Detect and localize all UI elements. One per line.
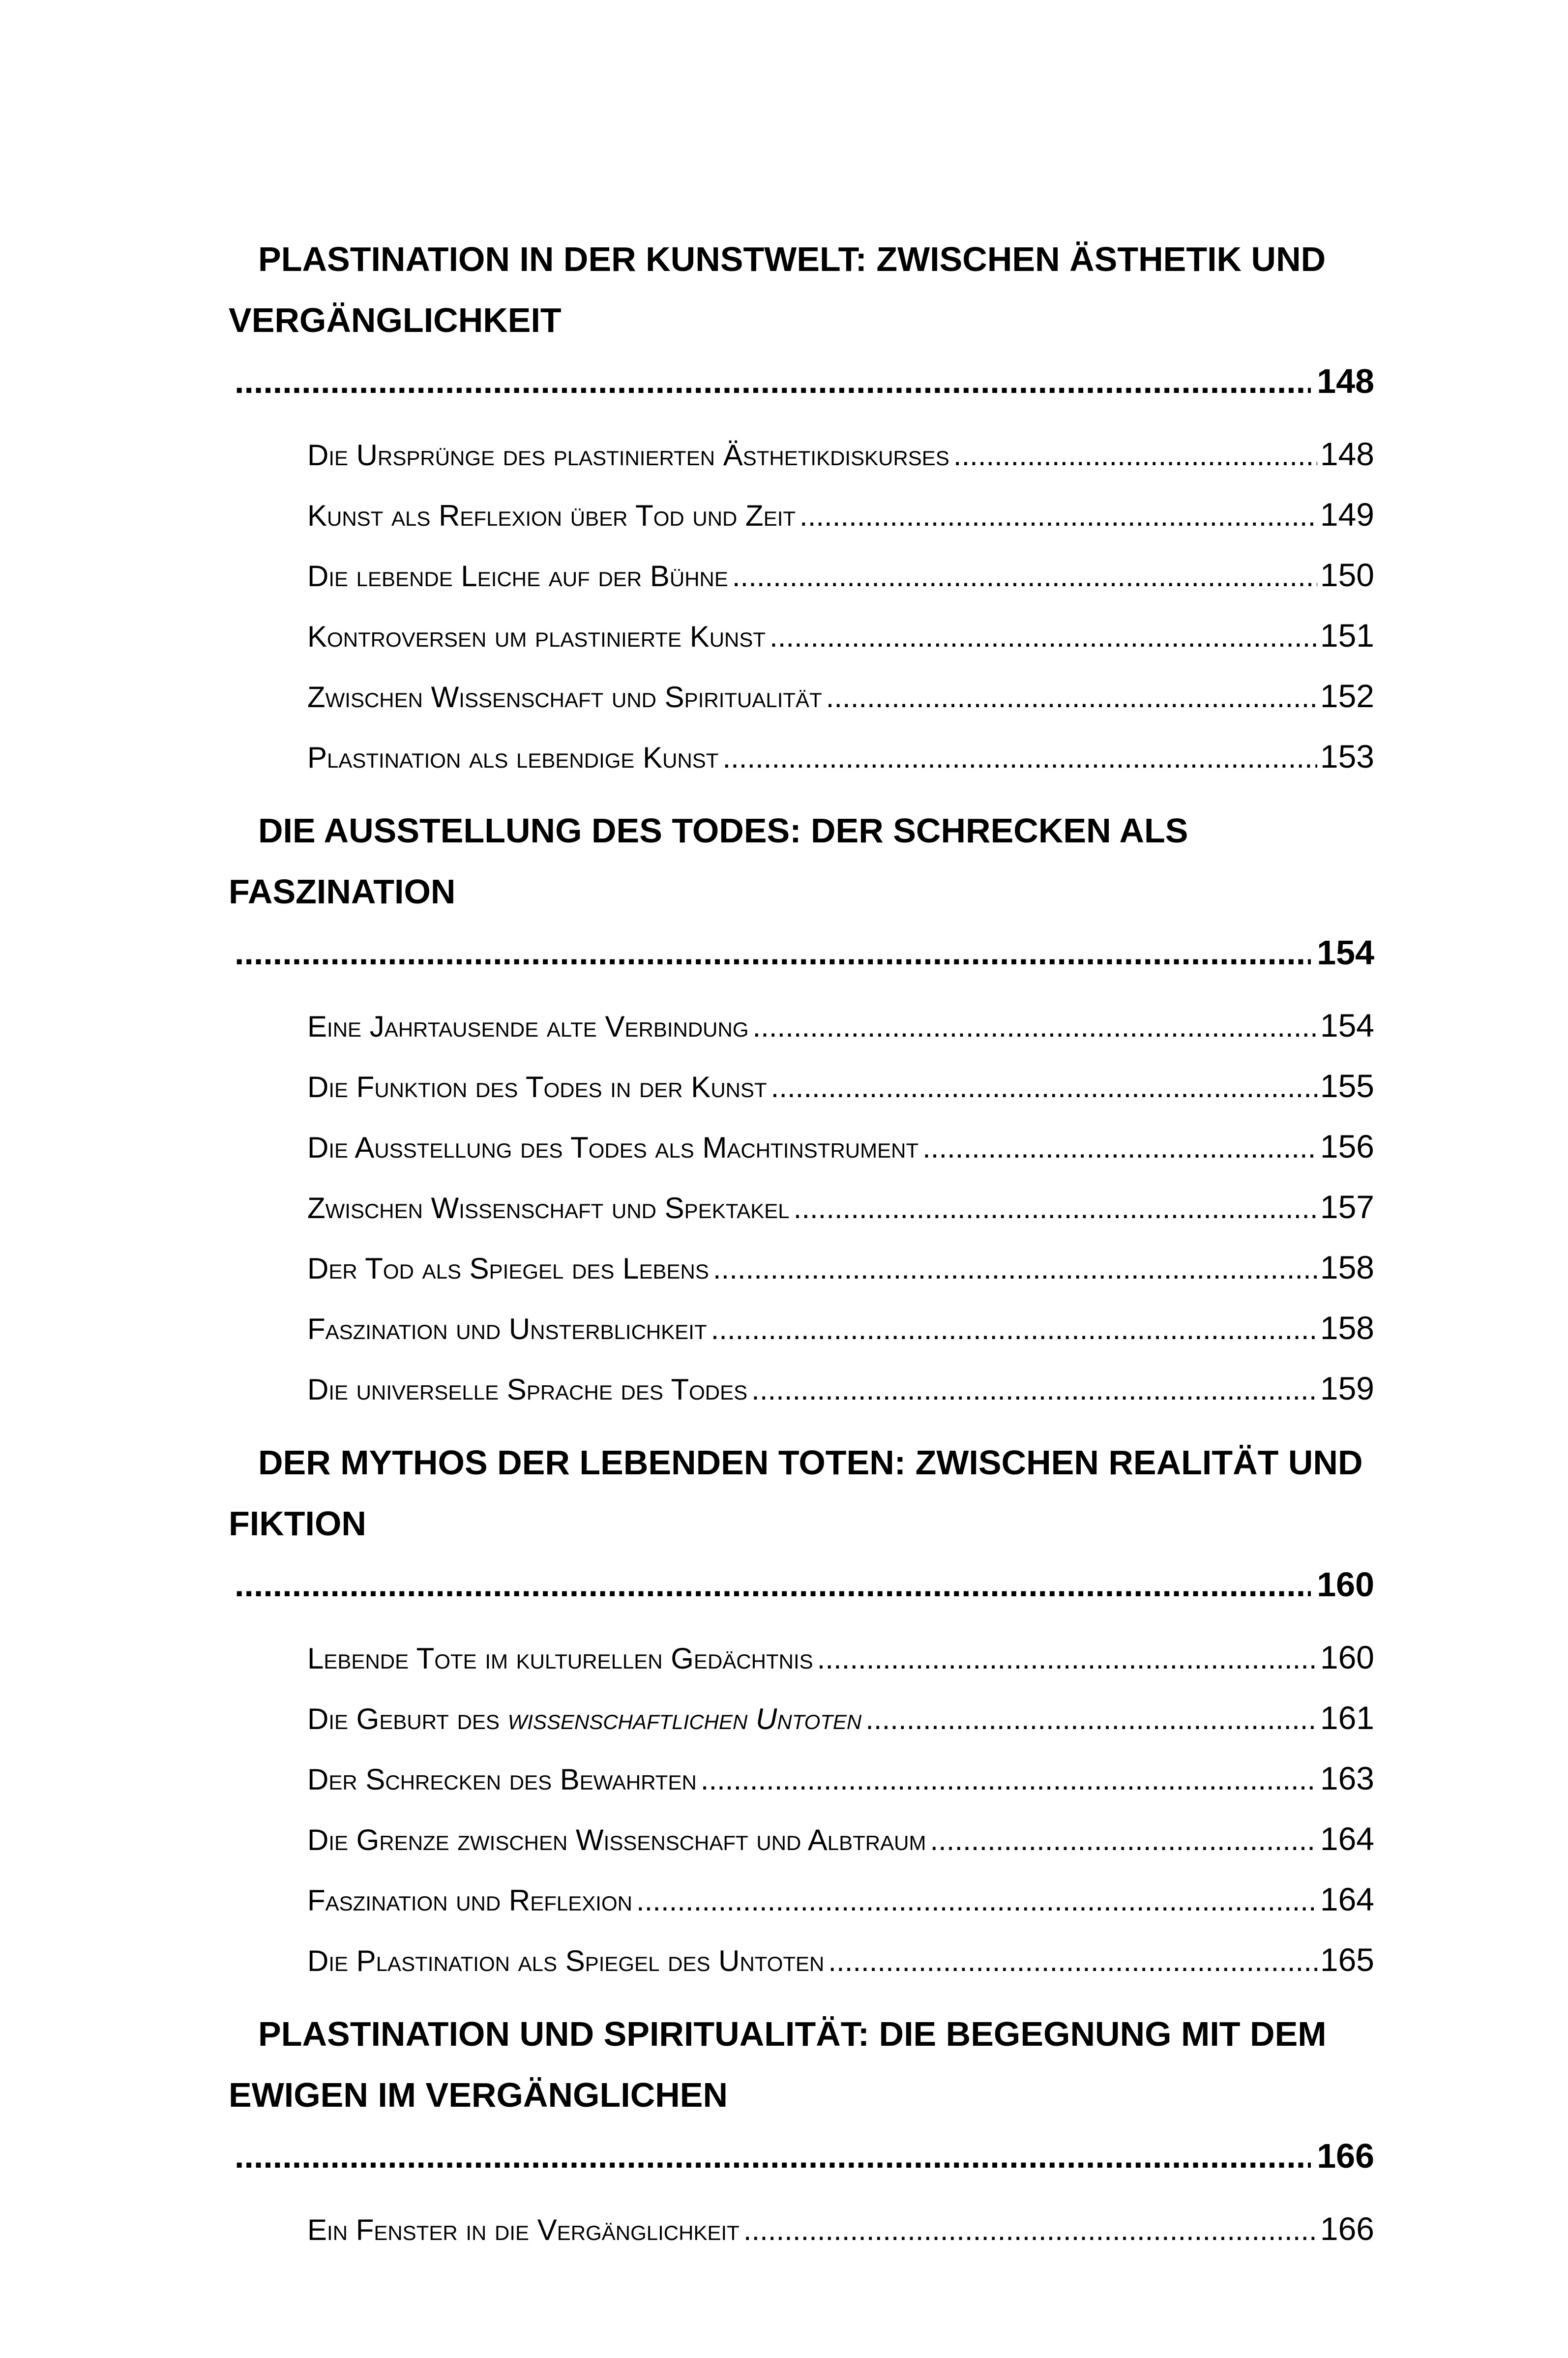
dot-leader bbox=[235, 351, 1311, 412]
entry-label: Die lebende Leiche auf der Bühne bbox=[307, 560, 728, 593]
entry-label: Der Schrecken des Bewahrten bbox=[307, 1763, 697, 1796]
dot-leader bbox=[865, 1690, 1317, 1749]
entry-label: Die Funktion des Todes in der Kunst bbox=[307, 1071, 767, 1104]
entry-label: Plastination als lebendige Kunst bbox=[307, 741, 719, 774]
entry-label: Kontroversen um plastinierte Kunst bbox=[307, 620, 766, 653]
dot-leader bbox=[753, 997, 1317, 1056]
entry-page-number: 149 bbox=[1320, 496, 1374, 533]
toc-entry[interactable] bbox=[307, 1688, 1374, 1749]
entry-page-number: 156 bbox=[1320, 1128, 1374, 1164]
toc-entry[interactable] bbox=[307, 606, 1374, 666]
toc-chapter[interactable] bbox=[229, 2003, 1374, 2186]
chapter-page-number: 148 bbox=[1317, 362, 1374, 400]
entry-label-italic: wissenschaftlichen Untoten bbox=[507, 1702, 862, 1735]
toc-entry[interactable] bbox=[307, 1809, 1374, 1870]
section-list bbox=[307, 2199, 1374, 2260]
dot-leader bbox=[235, 1554, 1311, 1615]
dot-leader bbox=[751, 1360, 1317, 1419]
dot-leader bbox=[922, 1118, 1317, 1177]
entry-label: Zwischen Wissenschaft und Spektakel bbox=[307, 1192, 790, 1224]
toc-chapter[interactable] bbox=[229, 800, 1374, 983]
chapter-title: DIE AUSSTELLUNG DES TODES: DER SCHRECKEN ALS FASZINATION bbox=[229, 811, 1188, 911]
entry-page-number: 165 bbox=[1320, 1941, 1374, 1978]
toc-entry[interactable] bbox=[307, 485, 1374, 545]
entry-page-number: 148 bbox=[1320, 436, 1374, 472]
entry-page-number: 164 bbox=[1320, 1821, 1374, 1857]
dot-leader bbox=[771, 1058, 1317, 1117]
toc-entry[interactable] bbox=[307, 1056, 1374, 1117]
dot-leader bbox=[817, 1629, 1317, 1688]
dot-leader bbox=[826, 668, 1317, 727]
dot-leader bbox=[794, 1179, 1317, 1238]
dot-leader bbox=[732, 547, 1317, 606]
chapter-page-number: 160 bbox=[1317, 1565, 1374, 1604]
toc-entry[interactable] bbox=[307, 1298, 1374, 1359]
dot-leader bbox=[636, 1871, 1317, 1930]
toc-entry[interactable] bbox=[307, 1628, 1374, 1688]
entry-page-number: 160 bbox=[1320, 1639, 1374, 1675]
entry-label: Lebende Tote im kulturellen Gedächtnis bbox=[307, 1642, 813, 1675]
dot-leader bbox=[930, 1811, 1317, 1870]
dot-leader bbox=[701, 1750, 1317, 1809]
chapter-page-number: 154 bbox=[1317, 933, 1374, 972]
entry-label: Ein Fenster in die Vergänglichkeit bbox=[307, 2213, 740, 2246]
dot-leader bbox=[743, 2201, 1317, 2260]
entry-page-number: 155 bbox=[1320, 1068, 1374, 1104]
entry-label: Faszination und Reflexion bbox=[307, 1884, 632, 1917]
entry-label: Die Plastination als Spiegel des Untoten bbox=[307, 1944, 825, 1977]
chapter-page-number: 166 bbox=[1317, 2137, 1374, 2175]
entry-label: Kunst als Reflexion über Tod und Zeit bbox=[307, 499, 796, 532]
toc-entry[interactable] bbox=[307, 1177, 1374, 1238]
entry-page-number: 153 bbox=[1320, 738, 1374, 775]
entry-page-number: 157 bbox=[1320, 1189, 1374, 1225]
dot-leader bbox=[953, 426, 1317, 485]
toc-entry[interactable] bbox=[307, 666, 1374, 727]
chapter-title: DER MYTHOS DER LEBENDEN TOTEN: ZWISCHEN REALITÄT UND FIKTION bbox=[229, 1443, 1363, 1543]
toc-chapter[interactable] bbox=[229, 1432, 1374, 1615]
chapter-title: PLASTINATION UND SPIRITUALITÄT: DIE BEGEGNUNG MIT DEM EWIGEN IM VERGÄNGLICHEN bbox=[229, 2015, 1327, 2114]
dot-leader bbox=[235, 2125, 1311, 2186]
toc-entry[interactable] bbox=[307, 1749, 1374, 1809]
entry-page-number: 163 bbox=[1320, 1760, 1374, 1796]
toc-entry[interactable] bbox=[307, 2199, 1374, 2260]
toc-entry[interactable] bbox=[307, 1238, 1374, 1298]
toc-entry[interactable] bbox=[307, 424, 1374, 485]
entry-page-number: 159 bbox=[1320, 1370, 1374, 1406]
toc-entry[interactable] bbox=[307, 996, 1374, 1056]
entry-page-number: 164 bbox=[1320, 1881, 1374, 1917]
entry-label: Eine Jahrtausende alte Verbindung bbox=[307, 1010, 749, 1043]
dot-leader bbox=[769, 607, 1317, 666]
chapter-title: PLASTINATION IN DER KUNSTWELT: ZWISCHEN ÄSTHETIK UND VERGÄNGLICHKEIT bbox=[229, 240, 1326, 339]
entry-page-number: 161 bbox=[1320, 1700, 1374, 1736]
entry-label: Die Ursprünge des plastinierten Ästhetikdiskurses bbox=[307, 439, 949, 472]
table-of-contents bbox=[229, 229, 1374, 2272]
dot-leader bbox=[713, 1239, 1317, 1298]
entry-page-number: 166 bbox=[1320, 2210, 1374, 2247]
section-list bbox=[307, 1628, 1374, 1991]
entry-label: Die Ausstellung des Todes als Machtinstrument bbox=[307, 1131, 919, 1164]
entry-label: Die universelle Sprache des Todes bbox=[307, 1373, 748, 1406]
dot-leader bbox=[722, 728, 1317, 787]
entry-label: Die Geburt des wissenschaftlichen Untoten bbox=[307, 1702, 862, 1735]
section-list bbox=[307, 996, 1374, 1419]
entry-page-number: 150 bbox=[1320, 557, 1374, 593]
entry-page-number: 151 bbox=[1320, 617, 1374, 654]
toc-entry[interactable] bbox=[307, 1117, 1374, 1177]
toc-entry[interactable] bbox=[307, 727, 1374, 787]
entry-label: Zwischen Wissenschaft und Spiritualität bbox=[307, 681, 822, 714]
toc-entry[interactable] bbox=[307, 1930, 1374, 1991]
entry-label: Die Grenze zwischen Wissenschaft und Albtraum bbox=[307, 1823, 926, 1856]
entry-label: Faszination und Unsterblichkeit bbox=[307, 1313, 707, 1345]
entry-label: Der Tod als Spiegel des Lebens bbox=[307, 1252, 709, 1285]
section-list bbox=[307, 424, 1374, 787]
dot-leader bbox=[799, 486, 1317, 545]
dot-leader bbox=[235, 922, 1311, 983]
entry-page-number: 154 bbox=[1320, 1007, 1374, 1044]
entry-page-number: 158 bbox=[1320, 1310, 1374, 1346]
entry-page-number: 152 bbox=[1320, 678, 1374, 714]
toc-entry[interactable] bbox=[307, 1870, 1374, 1930]
dot-leader bbox=[828, 1932, 1317, 1991]
dot-leader bbox=[711, 1300, 1317, 1359]
entry-page-number: 158 bbox=[1320, 1249, 1374, 1285]
toc-entry[interactable] bbox=[307, 545, 1374, 606]
toc-chapter[interactable] bbox=[229, 229, 1374, 412]
toc-entry[interactable] bbox=[307, 1359, 1374, 1419]
